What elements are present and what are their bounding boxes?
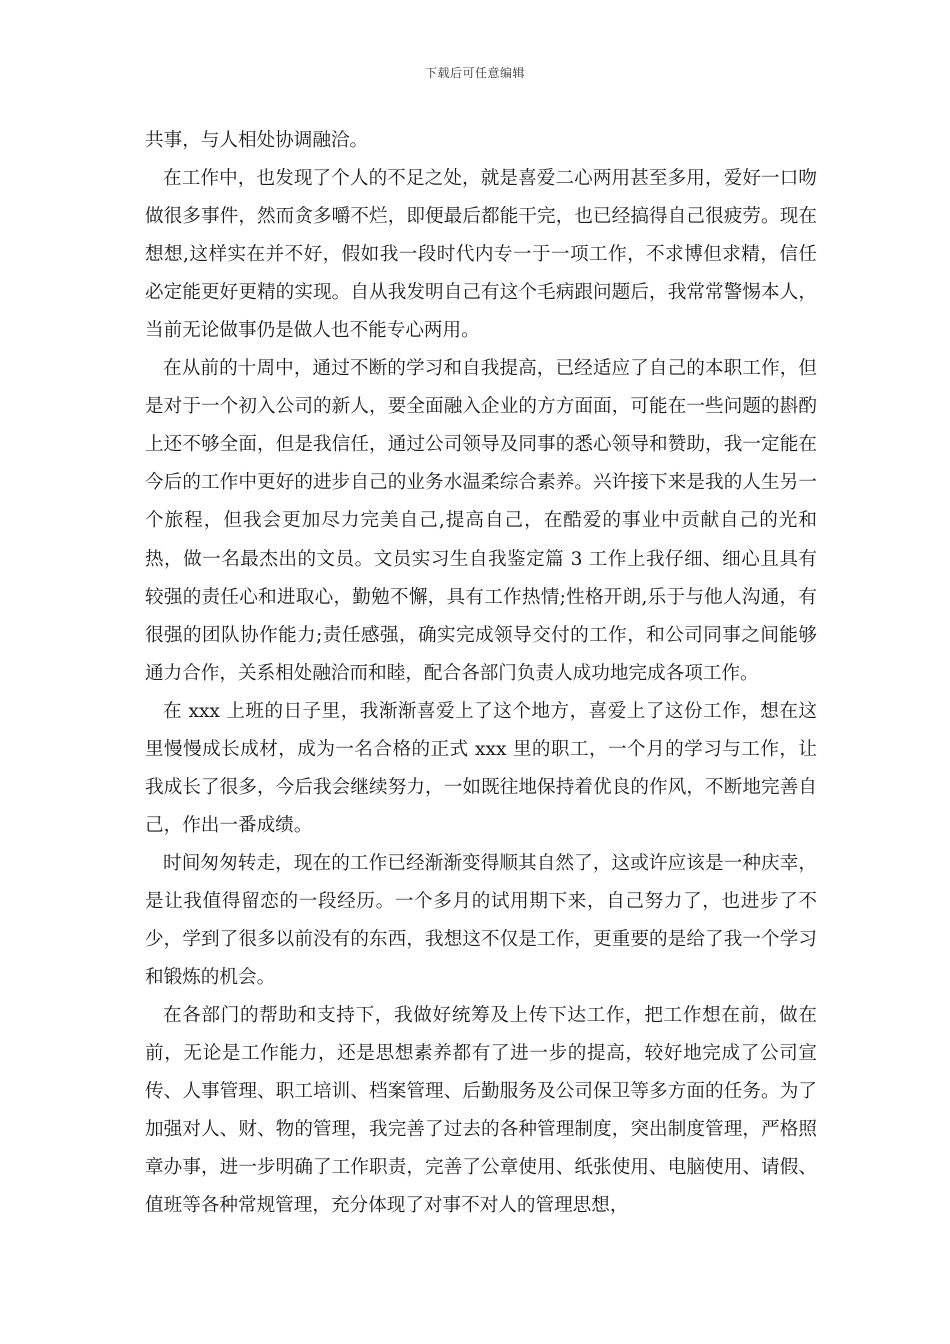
paragraph-6: 在各部门的帮助和支持下，我做好统筹及上传下达工作，把工作想在前，做在前，无论是工作能力，还是思想素养都有了进一步的提高，较好地完成了公司宣传、人事管理、职工培训、档案管理、后勤服务及公司保卫等多方面的任务。为了加强对人、财、物的管理，我完善了过去的各种管理制度，突出制度管理，严格照章办事，进一步明确了工作职责，完善了公章使用、纸张使用、电脑使用、请假、值班等各种常规管理，充分体现了对事不对人的管理思想， <box>145 1005 817 1217</box>
paragraph-3: 在从前的十周中，通过不断的学习和自我提高，已经适应了自己的本职工作，但是对于一个初入公司的新人，要全面融入企业的方方面面，可能在一些问题的斟酌上还不够全面，但是我信任，通过公司领导及同事的悉心领导和赞助，我一定能在今后的工作中更好的进步自己的业务水温柔综合素养。兴许接下来是我的人生另一个旅程，但我会更加尽力完美自己,提高自己，在酷爱的事业中贡献自己的光和热，做一名最杰出的文员。文员实习生自我鉴定篇 3 工作上我仔细、细心且具有较强的责任心和进取心，勤勉不懈，具有工作热情;性格开朗,乐于与他人沟通，有很强的团队协作能力;责任感强，确实完成领导交付的工作，和公司同事之间能够通力合作，关系相处融洽而和睦，配合各部门负责人成功地完成各项工作。 <box>145 358 817 684</box>
paragraph-1: 共事，与人相处协调融洽。 <box>145 130 369 151</box>
paragraph-4: 在 xxx 上班的日子里，我渐渐喜爱上了这个地方，喜爱上了这份工作，想在这里慢慢成长成材，成为一名合格的正式 xxx 里的职工，一个月的学习与工作，让我成长了很多，今后我会继续努力，一如既往地保持着优良的作风，不断地完善自己，作出一番成绩。 <box>145 700 817 836</box>
document-body <box>145 122 817 1225</box>
page-header: 下载后可任意编辑 <box>424 66 525 80</box>
paragraph-5: 时间匆匆转走，现在的工作已经渐渐变得顺其自然了，这或许应该是一种庆幸，是让我值得留恋的一段经历。一个多月的试用期下来，自己努力了，也进步了不少，学到了很多以前没有的东西，我想这不仅是工作，更重要的是给了我一个学习和锻炼的机会。 <box>145 852 817 989</box>
paragraph-2: 在工作中，也发现了个人的不足之处，就是喜爱二心两用甚至多用，爱好一口吻做很多事件，然而贪多嚼不烂，即便最后都能干完，也已经搞得自己很疲劳。现在想想,这样实在并不好，假如我一段时代内专一于一项工作，不求博但求精，信任必定能更好更精的实现。自从我发明自己有这个毛病跟问题后，我常常警惕本人，当前无论做事仍是做人也不能专心两用。 <box>145 168 817 342</box>
